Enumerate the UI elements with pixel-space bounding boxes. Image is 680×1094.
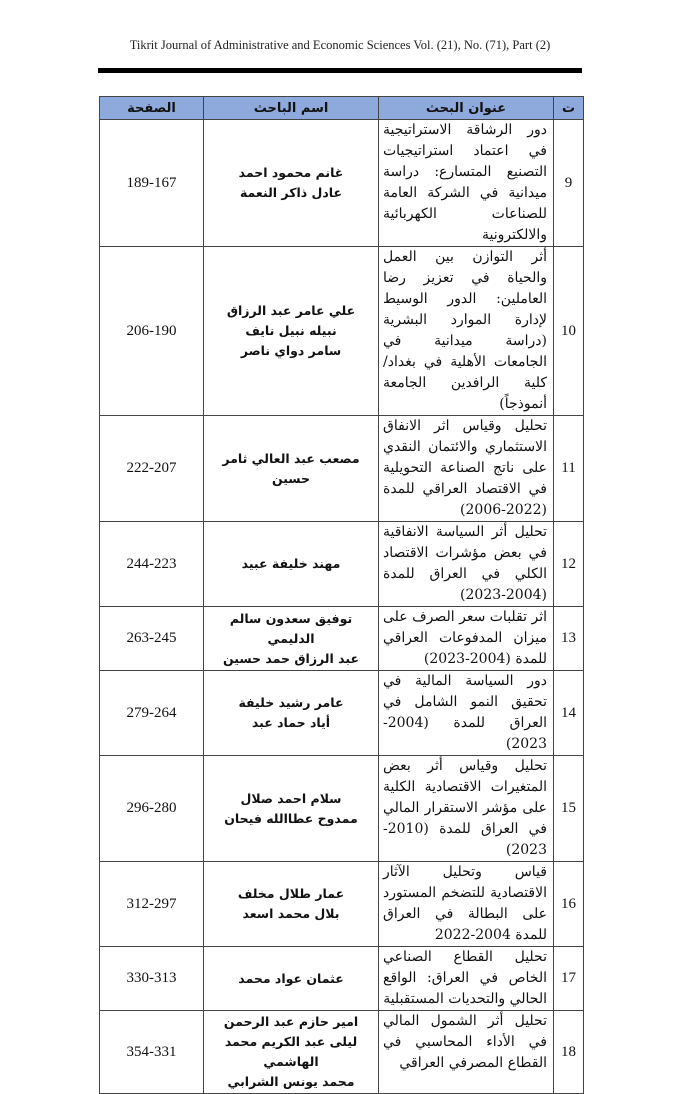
author-name: توفيق سعدون سالم الدليمي xyxy=(229,610,353,646)
page-range: 330-313 xyxy=(100,947,204,1011)
author-name: عبد الرزاق حمد حسين xyxy=(222,650,360,666)
research-authors xyxy=(204,1011,379,1094)
author-name: ليلى عبد الكريم محمد الهاشمي xyxy=(224,1034,358,1069)
research-authors xyxy=(204,416,379,522)
table-row xyxy=(100,862,584,947)
author-name: علي عامر عبد الرزاق xyxy=(226,303,356,318)
table-row xyxy=(100,607,584,671)
author-name: مهند خليفة عبيد xyxy=(241,556,341,571)
contents-table xyxy=(99,96,584,1094)
header-rule xyxy=(98,68,582,73)
row-number: 11 xyxy=(554,416,584,522)
research-title: دور الرشاقة الاستراتيجية في اعتماد استراتيجيات التصنيع المتسارع: دراسة ميدانية في الشركة العامة للصناعات الكهربائية والالكترونية xyxy=(379,120,554,247)
research-title: تحليل أثر السياسة الانفاقية في بعض مؤشرات الاقتصاد الكلي في العراق للمدة (2004-2023) xyxy=(379,522,554,607)
research-title: تحليل وقياس اثر الانفاق الاستثماري والائتمان النقدي على ناتج الصناعة التحويلية في الاقتصاد العراقي للمدة (2022-2006) xyxy=(379,416,554,522)
page-range: 206-190 xyxy=(100,247,204,416)
table-row xyxy=(100,416,584,522)
table-row xyxy=(100,1011,584,1094)
author-name: ممدوح عطاالله فيحان xyxy=(224,810,358,826)
research-authors xyxy=(204,247,379,416)
author-name: عثمان عواد محمد xyxy=(238,970,344,986)
row-number: 13 xyxy=(554,607,584,671)
row-number: 14 xyxy=(554,671,584,756)
research-title: تحليل وقياس أثر بعض المتغيرات الاقتصادية الكلية على مؤشر الاستقرار المالي في العراق للمدة (2010-2023) xyxy=(379,756,554,862)
table-row xyxy=(100,522,584,607)
author-name: امير حازم عبد الرحمن xyxy=(223,1014,359,1029)
author-name: سامر دواي ناصر xyxy=(240,343,342,358)
page-range: 354-331 xyxy=(100,1011,204,1094)
research-authors xyxy=(204,947,379,1011)
page-range: 279-264 xyxy=(100,671,204,756)
research-authors xyxy=(204,862,379,947)
row-number: 17 xyxy=(554,947,584,1011)
row-number: 12 xyxy=(554,522,584,607)
column-header-title: عنوان البحث xyxy=(379,97,554,120)
page-range: 244-223 xyxy=(100,522,204,607)
page-range: 263-245 xyxy=(100,607,204,671)
research-title: قياس وتحليل الآثار الاقتصادية للتضخم المستورد على البطالة في العراق للمدة 2004-2022 xyxy=(379,862,554,947)
table-header-row xyxy=(100,97,584,120)
author-name: مصعب عبد العالي ثامر حسين xyxy=(222,450,360,486)
journal-header: Tikrit Journal of Administrative and Economic Sciences Vol. (21), No. (71), Part (2) xyxy=(129,38,551,52)
author-name: عادل ذاكر النعمة xyxy=(239,185,343,200)
author-name: محمد يونس الشرابي xyxy=(227,1074,355,1089)
column-header-pages: الصفحة xyxy=(100,97,204,120)
author-name: نبيله نبيل نايف xyxy=(245,323,337,338)
research-title: دور السياسة المالية في تحقيق النمو الشامل في العراق للمدة (2004-2023) xyxy=(379,671,554,756)
page-range: 296-280 xyxy=(100,756,204,862)
research-title: تحليل القطاع الصناعي الخاص في العراق: الواقع الحالي والتحديات المستقبلية xyxy=(379,947,554,1011)
row-number: 9 xyxy=(554,120,584,247)
row-number: 10 xyxy=(554,247,584,416)
column-header-authors: اسم الباحث xyxy=(204,97,379,120)
table-row xyxy=(100,120,584,247)
table-row xyxy=(100,671,584,756)
author-name: غانم محمود احمد xyxy=(238,165,344,180)
author-name: سلام احمد صلال xyxy=(240,790,342,806)
research-authors xyxy=(204,756,379,862)
author-name: أياد حماد عبد xyxy=(251,715,331,730)
page-range: 222-207 xyxy=(100,416,204,522)
row-number: 16 xyxy=(554,862,584,947)
research-authors xyxy=(204,671,379,756)
author-name: بلال محمد اسعد xyxy=(242,906,340,921)
author-name: عمار طلال مخلف xyxy=(237,886,345,901)
row-number: 15 xyxy=(554,756,584,862)
table-row xyxy=(100,756,584,862)
author-name: عامر رشيد خليفة xyxy=(238,695,344,710)
research-title: تحليل أثر الشمول المالي في الأداء المحاسبي في القطاع المصرفي العراقي xyxy=(379,1011,554,1094)
page-range: 189-167 xyxy=(100,120,204,247)
research-authors xyxy=(204,607,379,671)
column-header-number: ت xyxy=(554,97,584,120)
page-range: 312-297 xyxy=(100,862,204,947)
research-authors xyxy=(204,522,379,607)
research-authors xyxy=(204,120,379,247)
table-row xyxy=(100,947,584,1011)
research-title: اثر تقلبات سعر الصرف على ميزان المدفوعات العراقي للمدة (2004-2023) xyxy=(379,607,554,671)
row-number: 18 xyxy=(554,1011,584,1094)
research-title: أثر التوازن بين العمل والحياة في تعزيز رضا العاملين: الدور الوسيط لإدارة الموارد البشرية (دراسة ميدانية في الجامعات الأهلية في بغداد/ كلية الرافدين الجامعة أنموذجاً) xyxy=(379,247,554,416)
table-row xyxy=(100,247,584,416)
